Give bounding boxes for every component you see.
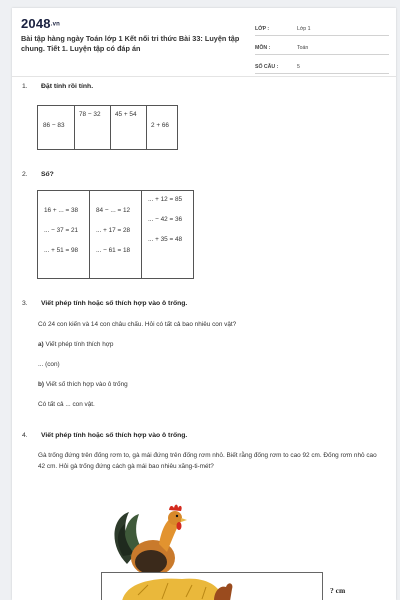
q1-cell (75, 106, 111, 150)
meta-row-subject (255, 37, 389, 55)
equation: ... + 17 = 28 (96, 227, 131, 234)
q1-cell (38, 106, 75, 150)
question-number: 2. (22, 171, 28, 178)
worksheet (12, 8, 396, 600)
meta-row-class (255, 18, 389, 36)
part-a-answer: ... (con) (38, 361, 60, 368)
equation: 16 + ... = 38 (44, 207, 79, 214)
worksheet-header (12, 8, 396, 70)
rooster-wattle (177, 522, 182, 530)
rooster-beak (181, 518, 187, 522)
rooster-comb (169, 505, 182, 511)
expression: 78 − 32 (79, 111, 101, 118)
q1-table (37, 105, 178, 150)
part-b-instruction (38, 381, 128, 388)
part-label: a) (38, 341, 44, 348)
question-title: Đặt tính rồi tính. (41, 83, 94, 90)
question-number: 1. (22, 83, 28, 90)
equation: ... + 35 = 48 (148, 236, 183, 243)
part-b-answer: Có tất cả ... con vật. (38, 401, 95, 408)
question-title: Số? (41, 171, 54, 178)
expression: 86 − 83 (43, 122, 65, 129)
meta-row-count (255, 56, 389, 74)
equation: ... + 51 = 98 (44, 247, 79, 254)
header-divider (12, 76, 396, 77)
q2-column (142, 191, 194, 279)
question-number: 4. (22, 432, 28, 439)
q2-column (90, 191, 142, 279)
straw-stack-drawing (102, 573, 322, 600)
part-label: b) (38, 381, 45, 388)
meta-label: MÔN : (255, 45, 271, 51)
q2-column (38, 191, 90, 279)
meta-value: Lớp 1 (297, 26, 311, 32)
rooster-eye (176, 515, 178, 517)
question-title: Viết phép tính hoặc số thích hợp vào ô trống. (41, 432, 188, 439)
question-title: Viết phép tính hoặc số thích hợp vào ô trống. (41, 300, 188, 307)
rooster-wing (135, 550, 167, 574)
meta-label: SỐ CÂU : (255, 64, 279, 70)
part-a-instruction (38, 341, 114, 348)
logo-suffix: .vn (50, 21, 61, 28)
site-logo[interactable] (21, 16, 60, 31)
q1-cell (111, 106, 147, 150)
big-straw-top (122, 579, 224, 600)
q1-cell (147, 106, 178, 150)
meta-label: LỚP : (255, 26, 270, 32)
meta-fields (255, 18, 389, 75)
worksheet-title: Bài tập hàng ngày Toán lớp 1 Kết nối tri thức Bài 33: Luyện tập chung. Tiết 1. Luyện tập có đáp án (21, 34, 240, 53)
equation: ... − 61 = 18 (96, 247, 131, 254)
question-number: 3. (22, 300, 28, 307)
part-text: Viết số thích hợp vào ô trống (44, 381, 128, 388)
equation: ... − 37 = 21 (44, 227, 79, 234)
problem-text: Có 24 con kiến và 14 con châu chấu. Hỏi có tất cả bao nhiêu con vật? (38, 321, 237, 328)
equation: ... + 12 = 85 (148, 196, 183, 203)
problem-text: Gà trống đứng trên đống rơm to, gà mái đứng trên đống rơm nhỏ. Biết rằng đống rơm to cao 92 cm. Đống rơm nhỏ cao 42 cm. Hỏi gà trống đứng cách gà mái bao nhiêu xăng-ti-mét? (38, 452, 377, 470)
meta-value: Toán (297, 45, 309, 51)
equation: 84 − ... = 12 (96, 207, 131, 214)
height-label: ? cm (330, 586, 346, 595)
part-text: Viết phép tính thích hợp (43, 341, 114, 348)
logo-text: 2048 (21, 16, 51, 31)
meta-value: 5 (297, 64, 300, 70)
expression: 45 + 54 (115, 111, 137, 118)
hen-figure (214, 583, 232, 600)
straw-stack-frame (101, 572, 323, 600)
q2-table (37, 190, 194, 279)
equation: ... − 42 = 36 (148, 216, 183, 223)
expression: 2 + 66 (151, 122, 169, 129)
